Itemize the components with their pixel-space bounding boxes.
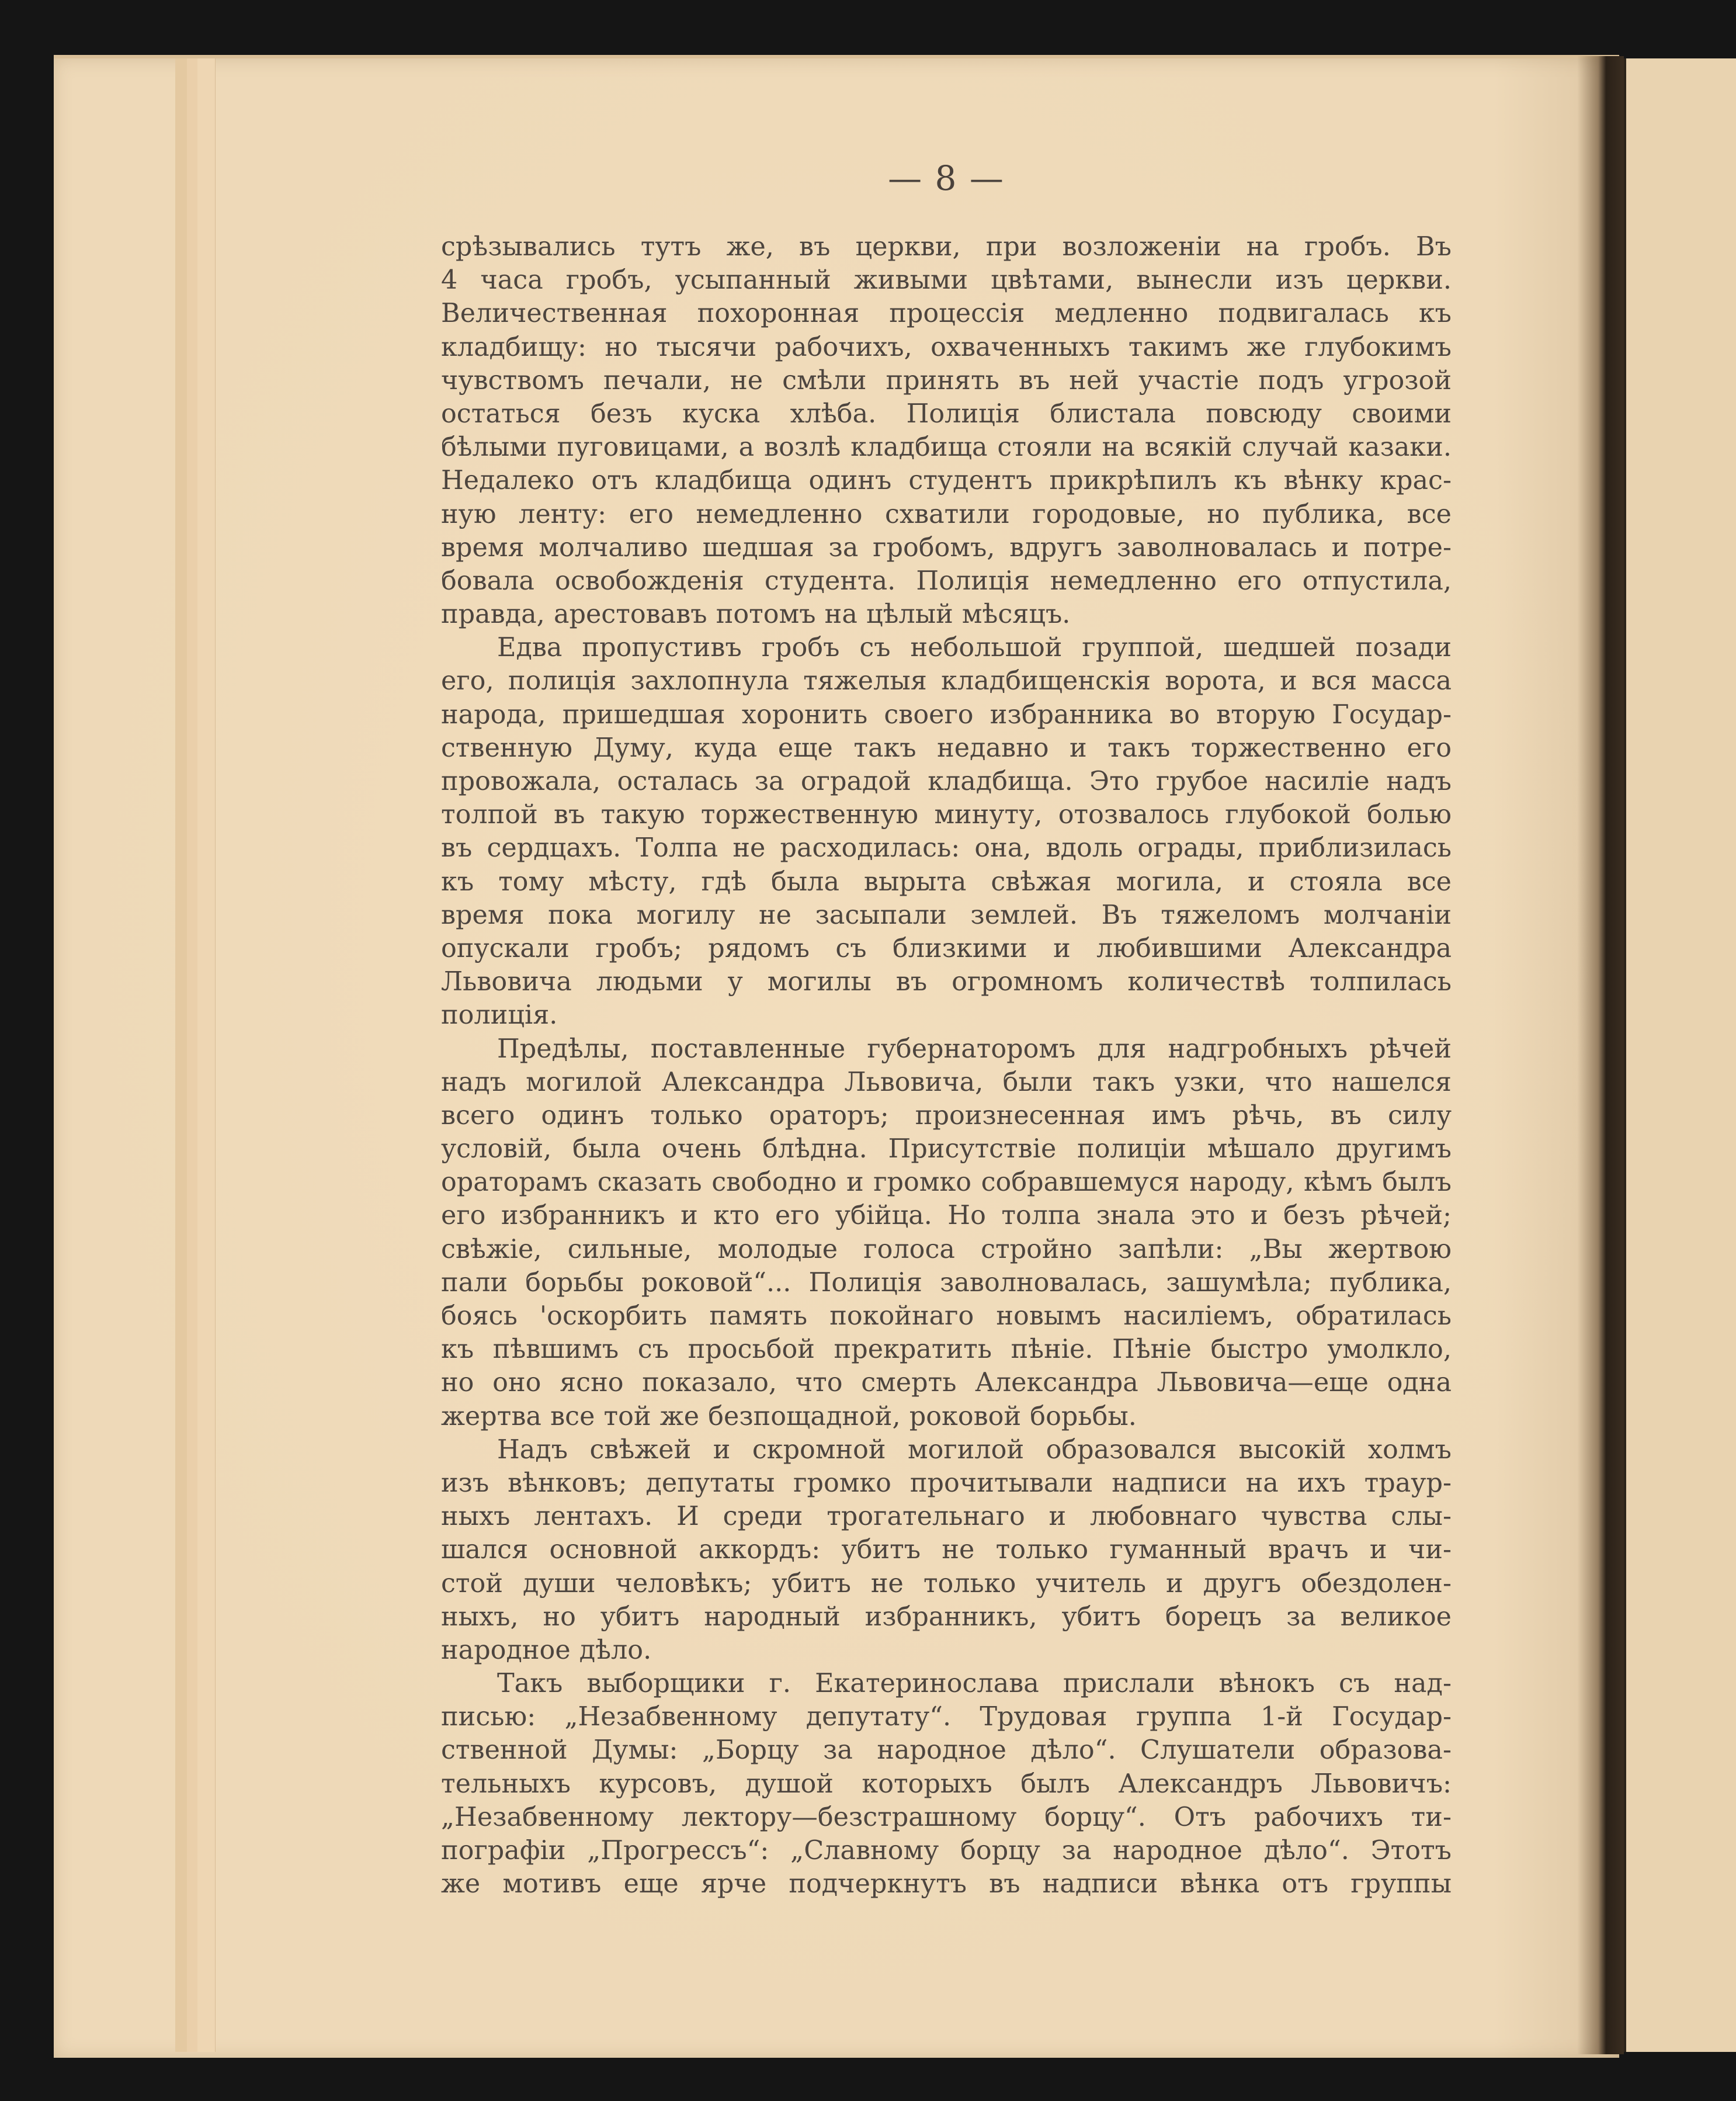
text-line: пали борьбы роковой“... Полиція заволновалась, зашумѣла; публика,	[441, 1267, 1452, 1298]
text-line: Величественная похоронная процессія медленно подвигалась къ	[441, 299, 1452, 329]
text-line: стой души человѣкъ; убитъ не только учитель и другъ обездолен-	[441, 1568, 1452, 1599]
text-line: Надъ свѣжей и скромной могилой образовался высокій холмъ	[497, 1434, 1452, 1465]
text-line: правда, арестовавъ потомъ на цѣлый мѣсяцъ.	[441, 599, 1071, 630]
text-line: толпой въ такую торжественную минуту, отозвалось глубокой болью	[441, 800, 1452, 830]
text-line: къ пѣвшимъ съ просьбой прекратить пѣніе. Пѣніе быстро умолкло,	[441, 1334, 1452, 1365]
text-line: кладбищу: но тысячи рабочихъ, охваченныхъ такимъ же глубокимъ	[441, 332, 1452, 362]
text-line: всего одинъ только ораторъ; произнесенная имъ рѣчь, въ силу	[441, 1100, 1452, 1131]
text-line: время молчаливо шедшая за гробомъ, вдругъ заволновалась и потре-	[441, 532, 1452, 563]
text-line: Едва пропустивъ гробъ съ небольшой группой, шедшей позади	[497, 633, 1452, 663]
text-line: 4 часа гробъ, усыпанный живыми цвѣтами, вынесли изъ церкви.	[441, 265, 1452, 296]
page-content	[441, 158, 1452, 1901]
text-line: ораторамъ сказать свободно и громко собравшемуся народу, кѣмъ былъ	[441, 1167, 1452, 1198]
book-gutter	[1577, 56, 1624, 2054]
text-line: провожала, осталась за оградой кладбища. Это грубое насиліе надъ	[441, 767, 1452, 796]
text-line: писью: „Незабвенному депутату“. Трудовая группа 1-й Государ-	[441, 1702, 1452, 1732]
text-line: остаться безъ куска хлѣба. Полиція блистала повсюду своими	[441, 398, 1452, 429]
text-line: Недалеко отъ кладбища одинъ студентъ прикрѣпилъ къ вѣнку крас-	[441, 466, 1452, 496]
text-line: шался основной аккордъ: убитъ не только гуманный врачъ и чи-	[441, 1535, 1452, 1565]
book-edge	[187, 58, 199, 2052]
text-line: же мотивъ еще ярче подчеркнутъ въ надписи вѣнка отъ группы	[441, 1869, 1452, 1899]
text-line: его избранникъ и кто его убійца. Но толпа знала это и безъ рѣчей;	[441, 1201, 1452, 1231]
next-page-edge	[1624, 58, 1736, 2052]
text-line: Львовича людьми у могилы въ огромномъ количествѣ толпилась	[441, 967, 1452, 997]
text-line: народа, пришедшая хоронить своего избранника во вторую Государ-	[441, 699, 1452, 730]
book-edge	[175, 58, 188, 2052]
text-line: ныхъ лентахъ. И среди трогательнаго и любовнаго чувства слы-	[441, 1502, 1452, 1532]
text-line: ныхъ, но убитъ народный избранникъ, убитъ борецъ за великое	[441, 1601, 1452, 1632]
text-line: опускали гробъ; рядомъ съ близкими и любившими Александра	[441, 933, 1452, 963]
text-line: полиція.	[441, 1000, 558, 1031]
text-line: тельныхъ курсовъ, душой которыхъ былъ Александръ Львовичъ:	[441, 1769, 1452, 1799]
text-line: надъ могилой Александра Львовича, были такъ узки, что нашелся	[441, 1067, 1452, 1097]
text-line: „Незабвенному лектору—безстрашному борцу“. Отъ рабочихъ ти-	[441, 1802, 1452, 1832]
text-line: бовала освобожденія студента. Полиція немедленно его отпустила,	[441, 566, 1452, 596]
text-line: но оно ясно показало, что смерть Александра Львовича—еще одна	[441, 1368, 1452, 1398]
text-line: Такъ выборщики г. Екатеринослава прислали вѣнокъ съ над-	[497, 1669, 1452, 1699]
text-line: ную ленту: его немедленно схватили городовые, но публика, все	[441, 499, 1452, 529]
text-line: народное дѣло.	[441, 1635, 652, 1665]
book-edge	[197, 58, 216, 2052]
text-line: Предѣлы, поставленные губернаторомъ для надгробныхъ рѣчей	[497, 1034, 1452, 1064]
text-line: ственной Думы: „Борцу за народное дѣло“. Слушатели образова-	[441, 1735, 1452, 1766]
text-line: свѣжіе, сильные, молодые голоса стройно запѣли: „Вы жертвою	[441, 1234, 1452, 1264]
text-line: жертва все той же безпощадной, роковой борьбы.	[441, 1401, 1137, 1431]
text-line: срѣзывались тутъ же, въ церкви, при возложеніи на гробъ. Въ	[441, 232, 1452, 262]
text-line: къ тому мѣсту, гдѣ была вырыта свѣжая могила, и стояла все	[441, 866, 1452, 897]
page-number: — 8 —	[888, 158, 1005, 198]
text-line: ственную Думу, куда еще такъ недавно и такъ торжественно его	[441, 733, 1452, 763]
text-line: въ сердцахъ. Толпа не расходилась: она, вдоль ограды, приблизилась	[441, 833, 1452, 864]
text-line: пографіи „Прогрессъ“: „Славному борцу за народное дѣло“. Этотъ	[441, 1836, 1452, 1866]
text-line: условій, была очень блѣдна. Присутствіе полиціи мѣшало другимъ	[441, 1134, 1452, 1164]
text-line: изъ вѣнковъ; депутаты громко прочитывали надписи на ихъ траур-	[441, 1468, 1452, 1498]
text-line: чувствомъ печали, не смѣли принять въ ней участіе подъ угрозой	[441, 365, 1452, 396]
text-line: боясь 'оскорбить память покойнаго новымъ насиліемъ, обратилась	[441, 1301, 1452, 1331]
text-line: бѣлыми пуговицами, а возлѣ кладбища стояли на всякій случай казаки.	[441, 432, 1452, 463]
text-line: его, полиція захлопнула тяжелыя кладбищенскія ворота, и вся масса	[441, 666, 1452, 696]
text-line: время пока могилу не засыпали землей. Въ тяжеломъ молчаніи	[441, 900, 1452, 930]
body-text	[441, 230, 1452, 1901]
